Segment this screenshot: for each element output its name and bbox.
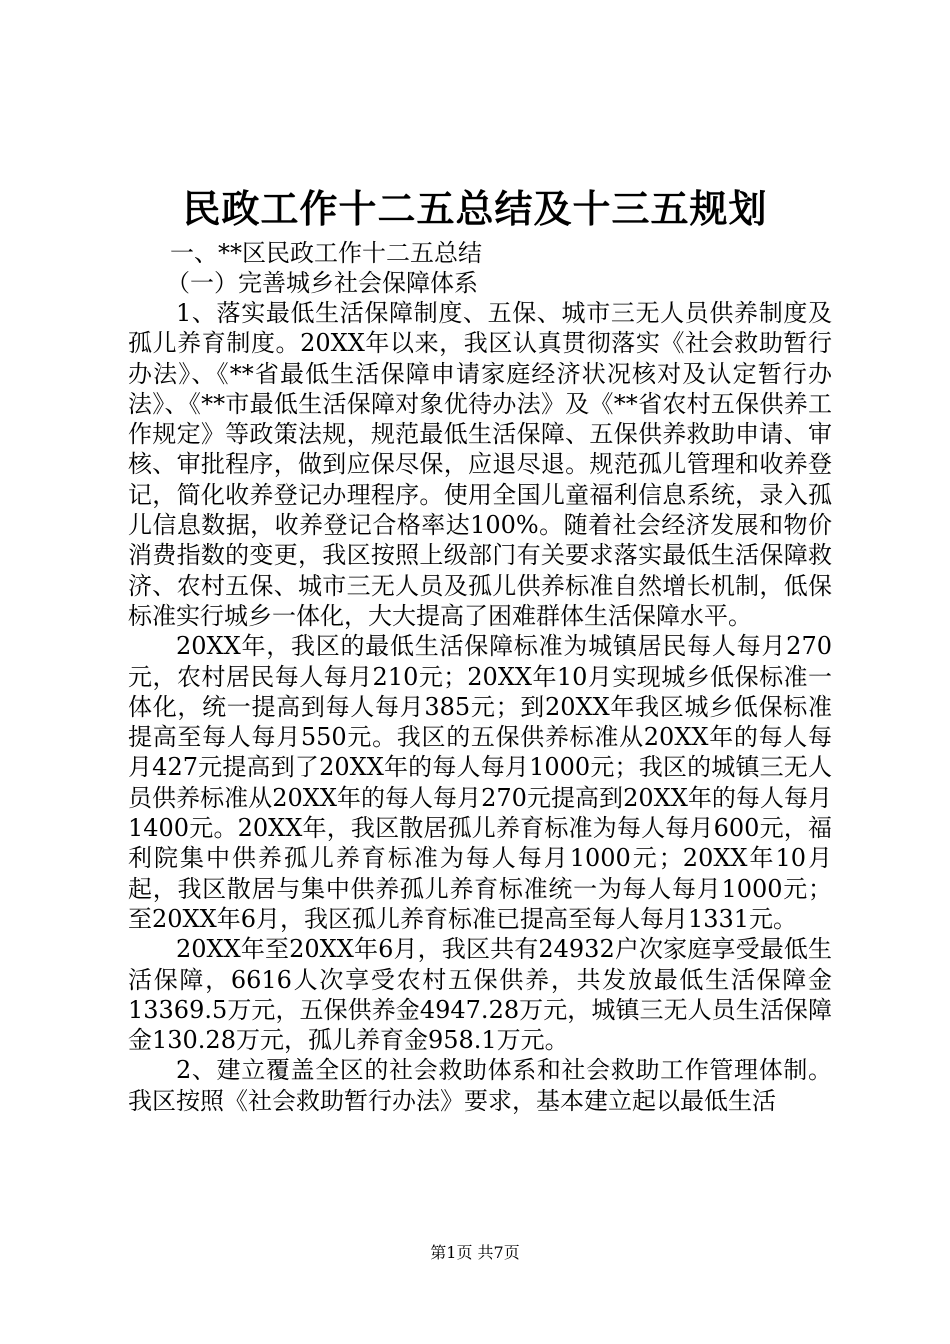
page-footer: 第1页 共7页 — [430, 1243, 520, 1262]
paragraph-3: 20XX年至20XX年6月，我区共有24932户次家庭享受最低生活保障，6616人次享受农村五保供养，共发放最低生活保障金13369.5万元，五保供养金4947.28万元，城镇三无人员生活保障金130.28万元，孤儿养育金958.1万元。 — [128, 935, 832, 1055]
section-heading: 一、**区民政工作十二五总结 — [170, 239, 482, 267]
paragraph-4: 2、建立覆盖全区的社会救助体系和社会救助工作管理体制。我区按照《社会救助暂行办法》要求，基本建立起以最低生活 — [128, 1056, 832, 1115]
subsection-heading: （一）完善城乡社会保障体系 — [166, 269, 478, 297]
document-body — [128, 298, 832, 1116]
paragraph-1: 1、落实最低生活保障制度、五保、城市三无人员供养制度及孤儿养育制度。20XX年以来，我区认真贯彻落实《社会救助暂行办法》、《**省最低生活保障申请家庭经济状况核对及认定暂行办法》、《**市最低生活保障对象优待办法》及《**省农村五保供养工作规定》等政策法规，规范最低生活保障、五保供养救助申请、审核、审批程序，做到应保尽保，应退尽退。规范孤儿管理和收养登记，简化收养登记办理程序。使用全国儿童福利信息系统，录入孤儿信息数据，收养登记合格率达100%。随着社会经济发展和物价消费指数的变更，我区按照上级部门有关要求落实最低生活保障救济、农村五保、城市三无人员及孤儿供养标准自然增长机制，低保标准实行城乡一体化，大大提高了困难群体生活保障水平。 — [128, 299, 832, 630]
document-title: 民政工作十二五总结及十三五规划 — [182, 186, 768, 231]
paragraph-2: 20XX年，我区的最低生活保障标准为城镇居民每人每月270元，农村居民每人每月210元；20XX年10月实现城乡低保标准一体化，统一提高到每人每月385元；到20XX年我区城乡低保标准提高至每人每月550元。我区的五保供养标准从20XX年的每人每月427元提高到了20XX年的每人每月1000元；我区的城镇三无人员供养标准从20XX年的每人每月270元提高到20XX年的每人每月1400元。20XX年，我区散居孤儿养育标准为每人每月600元，福利院集中供养孤儿养育标准为每人每月1000元；20XX年10月起，我区散居与集中供养孤儿养育标准统一为每人每月1000元；至20XX年6月，我区孤儿养育标准已提高至每人每月1331元。 — [128, 632, 832, 933]
